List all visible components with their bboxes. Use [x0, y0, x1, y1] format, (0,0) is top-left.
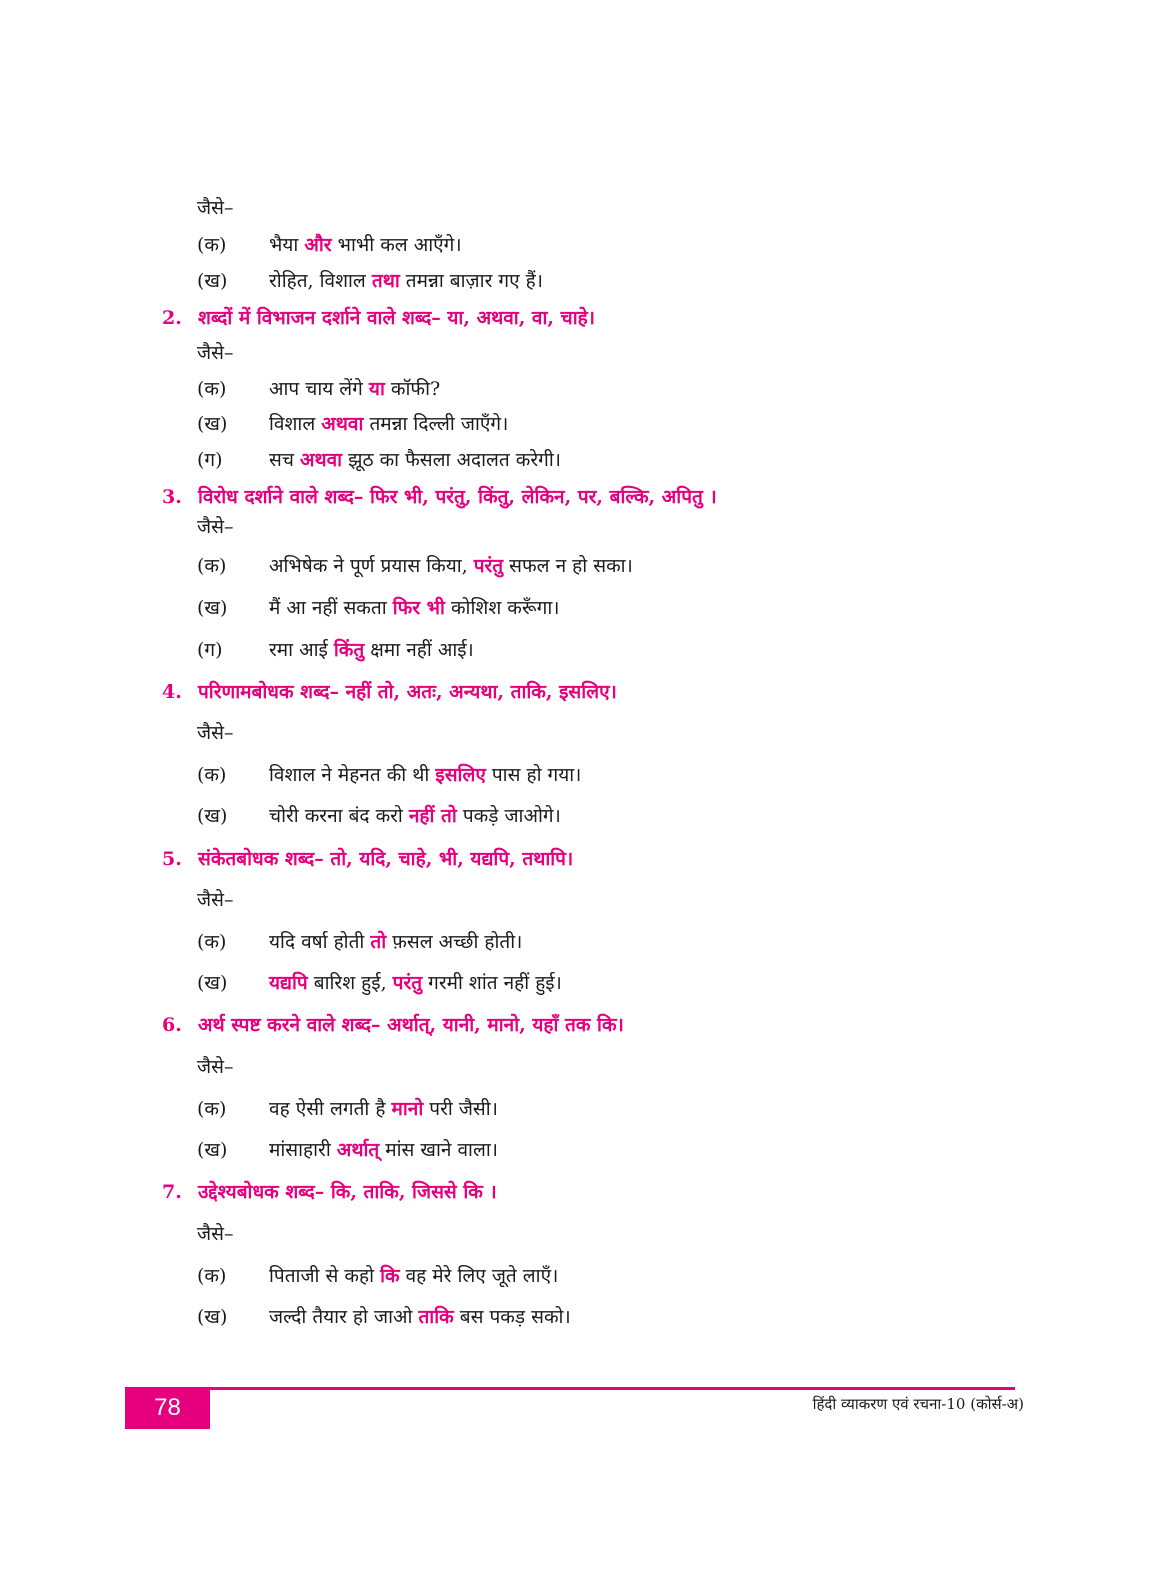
example-label: (ख)	[197, 1306, 228, 1328]
example-text: विशाल अथवा तमन्ना दिल्ली जाएँगे।	[269, 413, 509, 435]
example-label: (ख)	[197, 1139, 228, 1161]
example-label: (ख)	[197, 972, 228, 994]
example-intro-label: जैसे–	[197, 197, 234, 219]
section-heading: 3. विरोध दर्शाने वाले शब्द– फिर भी, परंतु, किंतु, लेकिन, पर, बल्कि, अपितु ।	[162, 486, 717, 508]
section-heading: 5. संकेतबोधक शब्द– तो, यदि, चाहे, भी, यद्यपि, तथापि।	[162, 848, 574, 870]
highlight-word: ताकि	[418, 1306, 454, 1328]
section-heading: 7. उद्देश्यबोधक शब्द– कि, ताकि, जिससे कि ।	[162, 1181, 497, 1203]
example-intro-label: जैसे–	[197, 889, 234, 911]
example-text: मांसाहारी अर्थात् मांस खाने वाला।	[269, 1139, 498, 1161]
example-label: (क)	[197, 555, 227, 577]
example-text: चोरी करना बंद करो नहीं तो पकड़े जाओगे।	[269, 805, 561, 827]
highlight-word: या	[368, 378, 385, 400]
highlight-word: अथवा	[321, 413, 364, 435]
example-label: (ख)	[197, 270, 228, 292]
example-text: भैया और भाभी कल आएँगे।	[269, 234, 462, 256]
example-label: (ख)	[197, 805, 228, 827]
example-text: रमा आई किंतु क्षमा नहीं आई।	[269, 639, 474, 661]
highlight-word: कि	[380, 1265, 400, 1287]
highlight-word: परंतु	[392, 972, 423, 994]
example-text: यदि वर्षा होती तो फ़सल अच्छी होती।	[269, 931, 523, 953]
example-label: (क)	[197, 378, 227, 400]
footer-rule	[125, 1387, 1015, 1390]
example-text: पिताजी से कहो कि वह मेरे लिए जूते लाएँ।	[269, 1265, 559, 1287]
example-label: (क)	[197, 1098, 227, 1120]
example-text: जल्दी तैयार हो जाओ ताकि बस पकड़ सको।	[269, 1306, 571, 1328]
example-text: मैं आ नहीं सकता फिर भी कोशिश करूँगा।	[269, 597, 560, 619]
example-intro-label: जैसे–	[197, 1056, 234, 1078]
highlight-word: अर्थात्	[336, 1139, 380, 1161]
example-label: (क)	[197, 234, 227, 256]
highlight-word: नहीं तो	[408, 805, 457, 827]
example-label: (ख)	[197, 413, 228, 435]
example-text: अभिषेक ने पूर्ण प्रयास किया, परंतु सफल न हो सका।	[269, 555, 633, 577]
example-label: (क)	[197, 764, 227, 786]
highlight-word: किंतु	[333, 639, 365, 661]
highlight-word: इसलिए	[435, 764, 486, 786]
example-intro-label: जैसे–	[197, 516, 234, 538]
example-intro-label: जैसे–	[197, 722, 234, 744]
book-title: हिंदी व्याकरण एवं रचना-10 (कोर्स-अ)	[812, 1395, 1024, 1413]
example-label: (ग)	[197, 639, 223, 661]
highlight-word: परंतु	[473, 555, 504, 577]
example-label: (ग)	[197, 449, 223, 471]
example-text: विशाल ने मेहनत की थी इसलिए पास हो गया।	[269, 764, 582, 786]
example-intro-label: जैसे–	[197, 1223, 234, 1245]
example-text: रोहित, विशाल तथा तमन्ना बाज़ार गए हैं।	[269, 270, 543, 292]
example-text: आप चाय लेंगे या कॉफी?	[269, 378, 441, 400]
highlight-word: तो	[370, 931, 387, 953]
highlight-word: मानो	[391, 1098, 424, 1120]
example-label: (क)	[197, 931, 227, 953]
highlight-word: और	[304, 234, 332, 256]
section-heading: 4. परिणामबोधक शब्द– नहीं तो, अतः, अन्यथा, ताकि, इसलिए।	[162, 681, 617, 703]
example-label: (क)	[197, 1265, 227, 1287]
section-heading: 6. अर्थ स्पष्ट करने वाले शब्द– अर्थात्, यानी, मानो, यहाँ तक कि।	[162, 1014, 624, 1036]
example-text: यद्यपि बारिश हुई, परंतु गरमी शांत नहीं हुई।	[269, 972, 562, 994]
example-text: वह ऐसी लगती है मानो परी जैसी।	[269, 1098, 498, 1120]
example-intro-label: जैसे–	[197, 342, 234, 364]
example-label: (ख)	[197, 597, 228, 619]
highlight-word: यद्यपि	[269, 972, 308, 994]
page-number: 78	[125, 1387, 210, 1429]
example-text: सच अथवा झूठ का फैसला अदालत करेगी।	[269, 449, 561, 471]
highlight-word: फिर भी	[392, 597, 445, 619]
highlight-word: तथा	[371, 270, 400, 292]
section-heading: 2. शब्दों में विभाजन दर्शाने वाले शब्द– या, अथवा, वा, चाहे।	[162, 307, 595, 329]
highlight-word: अथवा	[299, 449, 343, 471]
